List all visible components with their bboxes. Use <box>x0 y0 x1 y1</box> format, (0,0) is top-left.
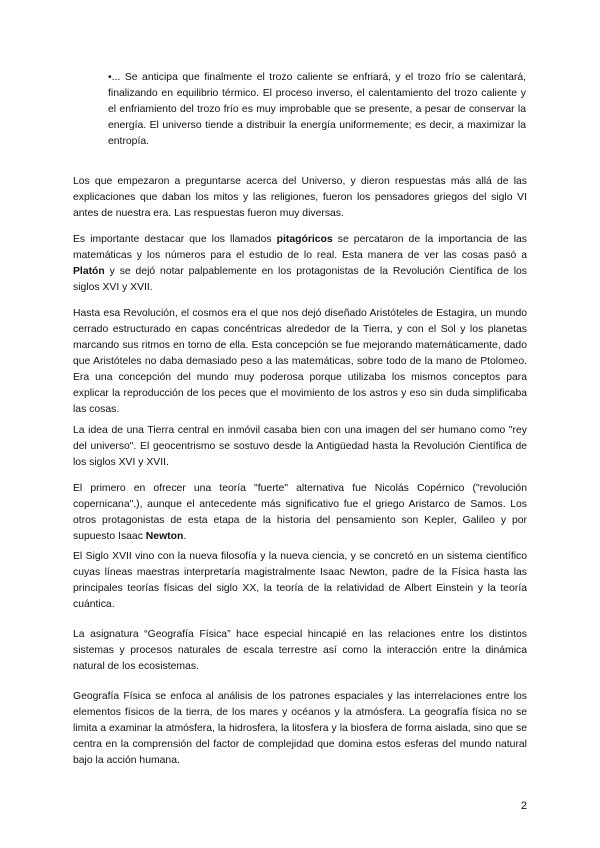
paragraph-geocentrism: La idea de una Tierra central en inmóvil casaba bien con una imagen del ser humano como "rey del universo". El geocentrismo se sostuvo desde la Antigüedad hasta la Revolución Científica de los siglos XVI y XVII. <box>73 425 527 468</box>
paragraph-geografia-fisica-focus: Geografía Física se enfoca al análisis de los patrones espaciales y las interrelaciones entre los elementos físicos de la tierra, de los mares y océanos y la atmósfera. La geografía física no se limita a examinar la atmósfera, la hidrosfera, la litosfera y la biosfera de forma aislada, sino que se centra en la comprensión del factor de complejidad que domina estos esferas del mundo natural bajo la acción humana. <box>73 691 527 766</box>
paragraph-pythagoreans <box>73 232 527 296</box>
paragraph-text: Es importante destacar que los llamados <box>73 234 277 245</box>
paragraph-text: El primero en ofrecer una teoría "fuerte" alternativa fue Nicolás Copérnico ("revolución copernicana".), aunque el antecedente más significativo fue el griego Aristarco de Samos. Los otros protagonistas de esta etapa de la historia del pensamiento son Kepler, Galileo y por supuesto Isaac <box>73 483 527 542</box>
page-number: 2 <box>520 800 527 812</box>
bold-term-newton: Newton <box>145 531 184 542</box>
paragraph-text: se percataron de la importancia de las matemáticas y los números para el estudio de lo real. Esta manera de ver las cosas pasó a <box>73 234 527 261</box>
bold-term-platon: Platón <box>73 266 105 277</box>
paragraph-universe-questions: Los que empezaron a preguntarse acerca del Universo, y dieron respuestas más allá de las explicaciones que daban los mitos y las religiones, fueron los pensadores griegos del siglo VI antes de nuestra era. Las respuestas fueron muy diversas. <box>73 176 527 219</box>
paragraph-text: y se dejó notar palpablemente en los protagonistas de la Revolución Científica de los siglos XVI y XVII. <box>73 266 527 293</box>
bold-term-pitagoricos: pitagóricos <box>276 234 333 245</box>
paragraph-geografia-fisica-subject: La asignatura “Geografía Física” hace especial hincapié en las relaciones entre los distintos sistemas y procesos naturales de escala terrestre así como la interacción entre la dinámica natural de los ecosistemas. <box>73 629 527 672</box>
quote-paragraph: •... Se anticipa que finalmente el trozo caliente se enfriará, y el trozo frío se calentará, finalizando en equilibrio térmico. El proceso inverso, el calentamiento del trozo caliente y el enfriamiento del trozo frío es muy improbable que se presente, a pesar de conservar la energía. El universo tiende a distribuir la energía uniformemente; es decir, a maximizar la entropía. <box>108 72 526 147</box>
paragraph-copernicus <box>73 481 527 545</box>
paragraph-aristotle-cosmos: Hasta esa Revolución, el cosmos era el que nos dejó diseñado Aristóteles de Estagira, un mundo cerrado estructurado en capas concéntricas alrededor de la Tierra, y con el Sol y los planetas marcando sus ritmos en torno de ella. Esta concepción se fue mejorando matemáticamente, dado que Aristóteles no daba demasiado peso a las matemáticas, sobre todo de la mano de Ptolomeo. Era una concepción del mundo muy poderosa porque utilizaba los mismos conceptos para explicar la reproducción de los peces que el movimiento de los astros y eso sin duda simplificaba las cosas. <box>73 308 527 415</box>
paragraph-text: . <box>183 531 187 542</box>
paragraph-seventeenth-century: El Siglo XVII vino con la nueva filosofía y la nueva ciencia, y se concretó en un sistema científico cuyas líneas maestras interpretaría magistralmente Isaac Newton, padre de la Física hasta las principales teorías físicas del siglo XX, la teoría de la relatividad de Albert Einstein y la teoría cuántica. <box>73 551 527 610</box>
